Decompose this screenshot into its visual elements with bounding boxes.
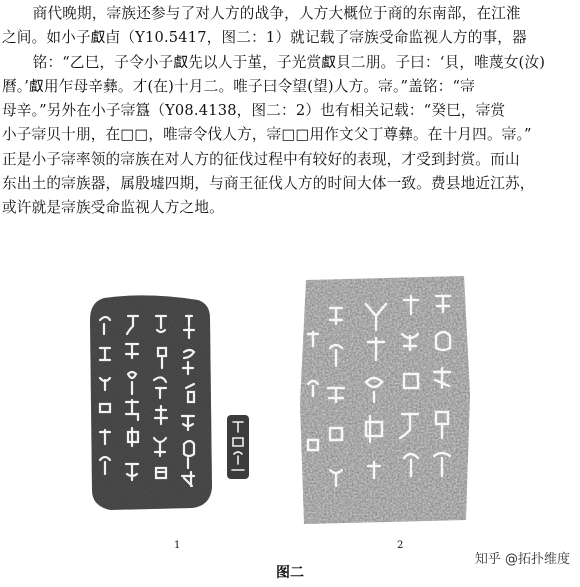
text-line-3: 铭：“乙巳，子令小子𠭯先以人于堇，子光赏𠭯貝二朋。子曰：‘貝，唯蔑女(汝) (32, 53, 546, 71)
figure-label-2: 2 (397, 540, 404, 551)
body-text (2, 2, 576, 221)
text-line-7: 正是小子𡨦率领的𡨦族在对人方的征伐过程中有较好的表现，才受到封赏。而山 (2, 150, 520, 168)
zhihu-watermark: 知乎 @拓扑维度 (474, 552, 570, 567)
figure-label-1: 1 (174, 540, 181, 551)
text-line-5: 母辛。”另外在小子𡨦簋（Y08.4138，图二：2）也有相关记载：“癸巳，𡨦赏 (2, 102, 506, 120)
inscription-rubbing-1 (86, 292, 216, 512)
inscription-rubbing-lid (226, 414, 250, 480)
text-line-8: 东出土的𡨦族器，属殷墟四期，与商王征伐人方的时间大体一致。费县地近江苏， (2, 175, 535, 193)
text-line-9: 或许就是𡨦族受命监视人方之地。 (2, 199, 224, 217)
text-line-2: 之间。如小子𠭯卣（Y10.5417，图二：1）就记载了𡨦族受命监视人方的事，器 (2, 29, 527, 47)
text-line-1: 商代晚期，𡨦族还参与了对人方的战争，人方大概位于商的东南部，在江淮 (32, 5, 521, 22)
inscription-rubbing-2 (296, 274, 474, 526)
figure-two (0, 270, 580, 587)
text-line-6: 小子𡨦贝十朋，在□□，唯𡨦令伐人方，𡨦□□用作文父丁尊彝。在十月四。𡨦。” (2, 126, 532, 144)
figure-caption: 图二 (276, 565, 304, 581)
text-line-4: 曆。’𠭯用乍母辛彝。才(在)十月二。唯子曰令望(望)人方。𡨦。”盖铭：“𡨦 (2, 77, 475, 95)
